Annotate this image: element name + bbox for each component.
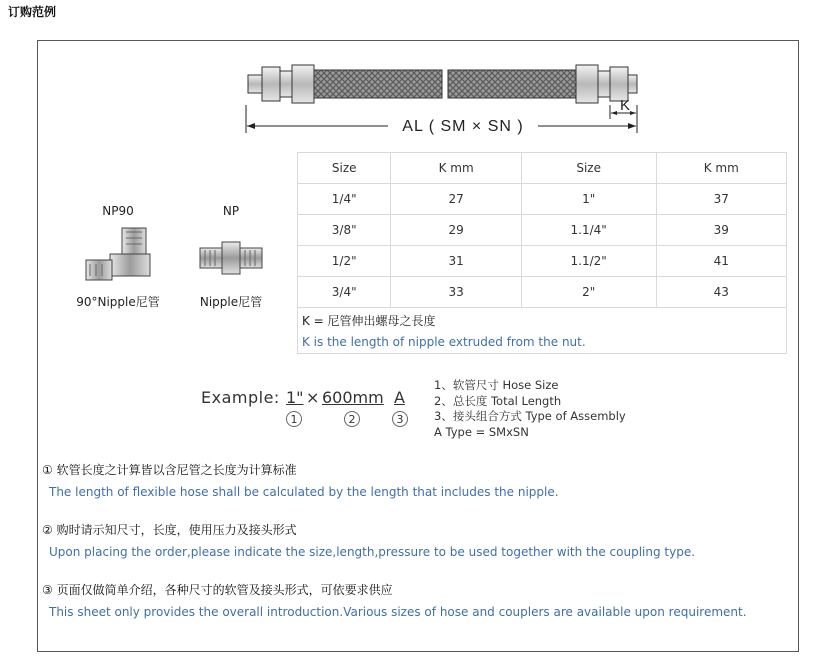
fitting-code: NP90	[102, 204, 134, 218]
ordering-example-panel	[37, 40, 799, 652]
example-length: 600mm	[322, 388, 384, 407]
table-cell: 1.1/2"	[521, 246, 656, 277]
note-zh: ① 软管长度之计算皆以含尼管之长度为计算标准	[42, 463, 297, 477]
table-header: Size	[298, 153, 391, 184]
note-item	[42, 521, 792, 559]
table-cell: 29	[391, 215, 521, 246]
note-item	[42, 581, 792, 619]
table-row	[298, 215, 787, 246]
table-row	[298, 277, 787, 308]
example-legend	[434, 378, 626, 440]
example-label: Example:	[201, 388, 280, 407]
example-number: 3	[392, 411, 408, 427]
hose-assembly-diagram	[198, 55, 638, 141]
length-label: AL ( SM × SN )	[402, 118, 524, 135]
table-cell: 39	[656, 215, 786, 246]
fitting-code: NP	[222, 204, 240, 218]
note-zh: K = 尼管伸出螺母之長度	[302, 314, 436, 328]
k-label: K	[619, 97, 631, 114]
table-header: K mm	[391, 153, 521, 184]
table-cell: 41	[656, 246, 786, 277]
table-note	[298, 308, 787, 354]
table-cell: 2"	[521, 277, 656, 308]
legend-item: A Type = SMxSN	[434, 424, 529, 439]
table-row	[298, 246, 787, 277]
fitting-np90	[68, 204, 168, 310]
table-cell: 31	[391, 246, 521, 277]
table-header: K mm	[656, 153, 786, 184]
note-zh: ③ 页面仅做简单介绍，各种尺寸的软管及接头形式，可依要求供应	[42, 583, 393, 597]
elbow-nipple-image	[80, 226, 156, 286]
table-cell: 1/2"	[298, 246, 391, 277]
notes-section	[42, 461, 792, 641]
note-zh: ② 购时请示知尺寸，长度，使用压力及接头形式	[42, 523, 297, 537]
table-cell: 33	[391, 277, 521, 308]
order-example	[198, 377, 668, 447]
note-en: The length of flexible hose shall be calculated by the length that includes the nipple.	[49, 485, 559, 499]
straight-nipple-image	[196, 226, 266, 286]
note-en: This sheet only provides the overall introduction.Various sizes of hose and couplers are available upon requirement.	[49, 605, 747, 619]
table-cell: 37	[656, 184, 786, 215]
table-row	[298, 184, 787, 215]
note-en: K is the length of nipple extruded from the nut.	[302, 335, 586, 349]
table-cell: 27	[391, 184, 521, 215]
example-number: 2	[344, 411, 360, 427]
example-times-sign: ×	[306, 388, 320, 407]
size-k-table	[297, 152, 787, 354]
table-note-row	[298, 308, 787, 354]
note-item	[42, 461, 792, 499]
fitting-np	[186, 204, 276, 310]
table-cell: 1/4"	[298, 184, 391, 215]
table-cell: 1"	[521, 184, 656, 215]
table-header-row	[298, 153, 787, 184]
table-cell: 1.1/4"	[521, 215, 656, 246]
table-cell: 43	[656, 277, 786, 308]
table-cell: 3/4"	[298, 277, 391, 308]
note-en: Upon placing the order,please indicate the size,length,pressure to be used together with the coupling type.	[49, 545, 696, 559]
table-cell: 3/8"	[298, 215, 391, 246]
legend-item: 1、软管尺寸 Hose Size	[434, 378, 559, 392]
example-type: A	[394, 388, 405, 407]
fitting-caption: 90°Nipple尼管	[76, 295, 160, 309]
legend-item: 3、接头组合方式 Type of Assembly	[434, 409, 626, 423]
example-hose-size: 1"	[286, 388, 304, 407]
fitting-caption: Nipple尼管	[199, 295, 263, 309]
example-number: 1	[286, 411, 302, 427]
legend-item: 2、总长度 Total Length	[434, 393, 562, 408]
table-header: Size	[521, 153, 656, 184]
page-title: 订购范例	[8, 5, 57, 19]
